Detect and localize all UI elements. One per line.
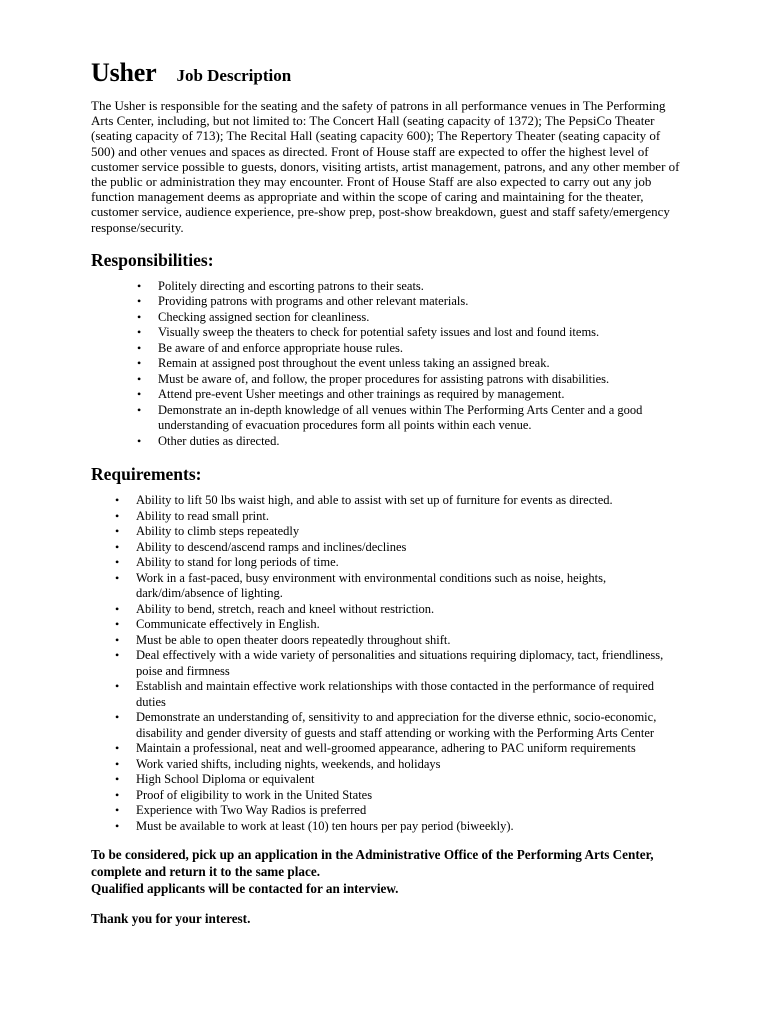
page-subtitle: Job Description (176, 66, 292, 85)
bullet-icon: • (115, 648, 120, 663)
list-item-text: Work varied shifts, including nights, weekends, and holidays (136, 756, 441, 771)
list-item (115, 509, 675, 525)
bullet-icon: • (137, 340, 142, 355)
list-item-text: Maintain a professional, neat and well-groomed appearance, adhering to PAC uniform requirements (136, 741, 636, 756)
thank-you-note: Thank you for your interest. (91, 911, 251, 927)
list-item (115, 555, 675, 571)
list-item-text: Demonstrate an understanding of, sensitivity to and appreciation for the diverse ethnic, socio-economic, disability and gender diversity of guests and staff attending or working with the Performing Arts Center (136, 710, 657, 740)
list-item (137, 403, 677, 434)
list-item (115, 633, 675, 649)
list-item-text: Remain at assigned post throughout the event unless taking an assigned break. (158, 356, 550, 371)
list-item-text: Politely directing and escorting patrons to their seats. (158, 278, 424, 293)
list-item (115, 772, 675, 788)
bullet-icon: • (115, 601, 120, 616)
application-instructions: To be considered, pick up an application in the Administrative Office of the Performing Arts Center, complete and return it to the same place. (91, 847, 654, 880)
list-item-text: Checking assigned section for cleanliness. (158, 309, 370, 324)
closing-instructions (91, 846, 681, 897)
bullet-icon: • (115, 787, 120, 802)
list-item (115, 617, 675, 633)
list-item-text: Ability to climb steps repeatedly (136, 524, 300, 539)
bullet-icon: • (115, 679, 120, 694)
list-item-text: Ability to descend/ascend ramps and inclines/declines (136, 539, 407, 554)
list-item (115, 540, 675, 556)
list-item (115, 524, 675, 540)
list-item (115, 493, 675, 509)
list-item (137, 310, 677, 326)
bullet-icon: • (137, 402, 142, 417)
bullet-icon: • (115, 632, 120, 647)
list-item (115, 679, 675, 710)
list-item-text: Deal effectively with a wide variety of personalities and situations requiring diplomacy, tact, friendliness, poise and firmness (136, 648, 664, 678)
bullet-icon: • (115, 756, 120, 771)
bullet-icon: • (137, 356, 142, 371)
list-item-text: Ability to stand for long periods of time. (136, 555, 339, 570)
list-item-text: Visually sweep the theaters to check for potential safety issues and lost and found items. (158, 325, 600, 340)
list-item-text: Work in a fast-paced, busy environment with environmental conditions such as noise, heights, dark/dim/absence of lighting. (136, 570, 607, 601)
list-item (115, 741, 675, 757)
list-item-text: Experience with Two Way Radios is preferred (136, 803, 367, 818)
bullet-icon: • (115, 539, 120, 554)
list-item (115, 648, 675, 679)
responsibilities-heading: Responsibilities: (91, 249, 214, 270)
list-item (115, 602, 675, 618)
intro-paragraph: The Usher is responsible for the seating and the safety of patrons in all performance venues in The Performing Arts Center, including, but not limited to: The Concert Hall (seating capacity of 1372); The PepsiCo Theater (seating capacity of 713); The Recital Hall (seating capacity 600); The Repertory Theater (seating capacity of 500) and other venues and spaces as directed. Front of House staff are expected to offer the highest level of customer service possible to guests, donors, visiting artists, artist management, patrons, and any other member of the public or administration they may encounter. Front of House Staff are also expected to carry out any job function management deems as appropriate and within the scope of caring and maintaining for the theater, customer service, audience experience, pre-show prep, post-show breakdown, guest and staff safety/emergency response/security. (91, 98, 680, 235)
job-description-page (91, 58, 691, 927)
list-item (115, 571, 675, 602)
bullet-icon: • (137, 387, 142, 402)
bullet-icon: • (115, 493, 120, 508)
list-item (115, 819, 675, 835)
bullet-icon: • (115, 818, 120, 833)
list-item-text: Demonstrate an in-depth knowledge of all venues within The Performing Arts Center and a good understanding of evacuation procedures form all points within each venue. (158, 402, 643, 433)
list-item (115, 757, 675, 773)
list-item (137, 341, 677, 357)
bullet-icon: • (115, 710, 120, 725)
list-item (115, 803, 675, 819)
bullet-icon: • (137, 371, 142, 386)
list-item (115, 788, 675, 804)
list-item-text: Must be available to work at least (10) ten hours per pay period (biweekly). (136, 818, 514, 833)
bullet-icon: • (115, 803, 120, 818)
bullet-icon: • (115, 617, 120, 632)
bullet-icon: • (115, 508, 120, 523)
list-item-text: Be aware of and enforce appropriate house rules. (158, 340, 404, 355)
bullet-icon: • (115, 524, 120, 539)
title-row (91, 58, 691, 92)
list-item-text: Establish and maintain effective work relationships with those contacted in the performance of required duties (136, 679, 654, 709)
list-item (137, 372, 677, 388)
list-item-text: Attend pre-event Usher meetings and other trainings as required by management. (158, 387, 565, 402)
bullet-icon: • (137, 433, 142, 448)
list-item-text: Ability to lift 50 lbs waist high, and able to assist with set up of furniture for events as directed. (136, 493, 613, 508)
list-item-text: Ability to read small print. (136, 508, 269, 523)
bullet-icon: • (115, 772, 120, 787)
list-item (137, 294, 677, 310)
bullet-icon: • (137, 325, 142, 340)
list-item (115, 710, 675, 741)
list-item (137, 279, 677, 295)
list-item-text: Must be able to open theater doors repeatedly throughout shift. (136, 632, 451, 647)
page-title: Usher (91, 58, 157, 87)
list-item (137, 387, 677, 403)
list-item-text: Ability to bend, stretch, reach and kneel without restriction. (136, 601, 435, 616)
list-item-text: Other duties as directed. (158, 433, 280, 448)
bullet-icon: • (137, 309, 142, 324)
list-item-text: Providing patrons with programs and other relevant materials. (158, 294, 469, 309)
bullet-icon: • (115, 741, 120, 756)
interview-note: Qualified applicants will be contacted for an interview. (91, 881, 399, 897)
list-item (137, 356, 677, 372)
list-item (137, 325, 677, 341)
bullet-icon: • (137, 294, 142, 309)
list-item (137, 434, 677, 450)
responsibilities-list (137, 279, 677, 450)
list-item-text: Communicate effectively in English. (136, 617, 320, 632)
requirements-list (115, 493, 675, 834)
list-item-text: High School Diploma or equivalent (136, 772, 315, 787)
list-item-text: Must be aware of, and follow, the proper procedures for assisting patrons with disabilities. (158, 371, 610, 386)
requirements-heading: Requirements: (91, 464, 202, 485)
bullet-icon: • (115, 555, 120, 570)
bullet-icon: • (137, 278, 142, 293)
list-item-text: Proof of eligibility to work in the United States (136, 787, 373, 802)
bullet-icon: • (115, 570, 120, 585)
